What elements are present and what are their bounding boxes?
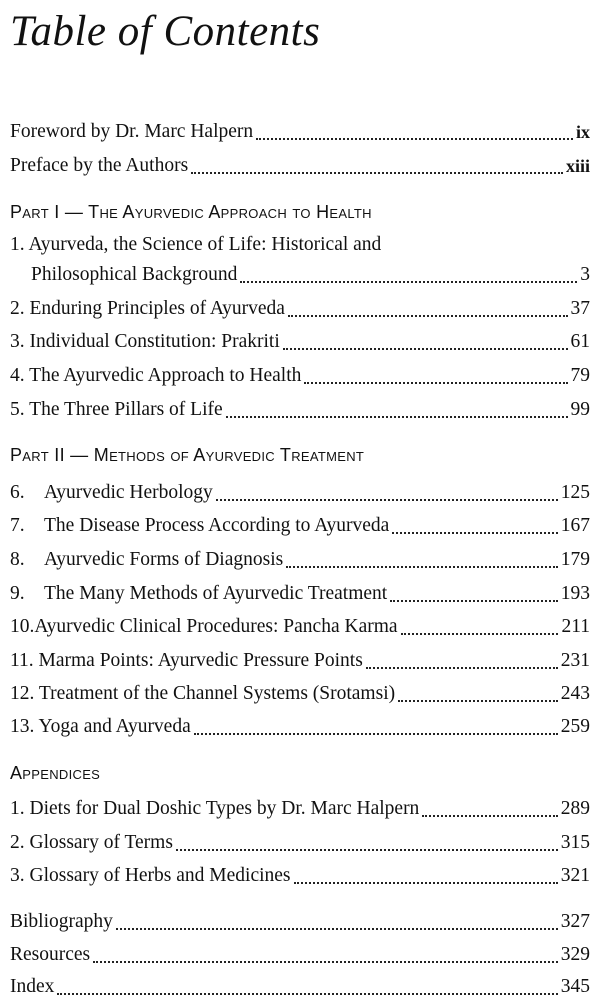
- entry-page: 179: [560, 549, 590, 570]
- dot-leader: [422, 793, 557, 817]
- entry-page: 321: [560, 865, 590, 886]
- entry-page: 329: [560, 944, 590, 965]
- toc-entry-ch6: [10, 478, 590, 506]
- entry-page: 167: [560, 515, 590, 536]
- entry-page: 61: [570, 331, 590, 352]
- dot-leader: [240, 259, 577, 283]
- entry-number: 2.: [10, 832, 25, 853]
- dot-leader: [256, 116, 573, 140]
- toc-entry-ch13: [10, 712, 590, 740]
- toc-entry-ch11: [10, 646, 590, 674]
- toc-entry-ch8: [10, 545, 590, 573]
- dot-leader: [392, 510, 557, 534]
- entry-title: Diets for Dual Doshic Types by Dr. Marc Halpern: [29, 798, 420, 819]
- dot-leader: [116, 906, 558, 930]
- page-title: Table of Contents: [10, 8, 321, 55]
- toc-entry-ch12: [10, 679, 590, 707]
- entry-page: 289: [560, 798, 590, 819]
- toc-entry-resources: [10, 940, 590, 968]
- entry-title: Individual Constitution: Prakriti: [29, 331, 280, 352]
- entry-page: 259: [560, 716, 590, 737]
- entry-page: 315: [560, 832, 590, 853]
- toc-entry-ch10: [10, 612, 590, 640]
- dot-leader: [401, 611, 559, 635]
- toc-entry-ch2: [10, 294, 590, 322]
- entry-title: Enduring Principles of Ayurveda: [29, 298, 285, 319]
- entry-page: 345: [560, 976, 590, 997]
- entry-number: 1.: [10, 798, 25, 819]
- entry-title: Glossary of Herbs and Medicines: [29, 865, 291, 886]
- entry-number: 13.: [10, 716, 35, 737]
- dot-leader: [288, 293, 568, 317]
- entry-page: 231: [560, 650, 590, 671]
- entry-page: 193: [560, 583, 590, 604]
- dot-leader: [366, 645, 558, 669]
- entry-title: Resources: [10, 944, 91, 965]
- part-2-heading: Part II — Methods of Ayurvedic Treatment: [10, 445, 365, 465]
- toc-entry-appendix-1: [10, 794, 590, 822]
- entry-number: 1.: [10, 234, 25, 255]
- appendices-heading: Appendices: [10, 763, 101, 783]
- entry-title: Preface by the Authors: [10, 155, 189, 176]
- entry-number: 6.: [10, 482, 25, 503]
- entry-page: ix: [575, 122, 590, 142]
- entry-number: 2.: [10, 298, 25, 319]
- entry-number: 4.: [10, 365, 25, 386]
- entry-title: Foreword by Dr. Marc Halpern: [10, 121, 254, 142]
- toc-entry-index: [10, 972, 590, 1000]
- entry-page: 37: [570, 298, 590, 319]
- dot-leader: [57, 971, 557, 995]
- dot-leader: [398, 678, 558, 702]
- entry-page: 125: [560, 482, 590, 503]
- entry-number: 10.: [10, 616, 35, 637]
- dot-leader: [304, 360, 567, 384]
- dot-leader: [216, 477, 558, 501]
- entry-number: 8.: [10, 549, 25, 570]
- entry-number: 7.: [10, 515, 25, 536]
- entry-title: The Ayurvedic Approach to Health: [29, 365, 302, 386]
- toc-entry-ch9: [10, 579, 590, 607]
- toc-entry-ch4: [10, 361, 590, 389]
- entry-title: Ayurvedic Herbology: [44, 482, 213, 503]
- entry-title: The Three Pillars of Life: [29, 399, 223, 420]
- dot-leader: [194, 711, 558, 735]
- toc-entry-ch1-line1: [10, 232, 381, 260]
- toc-entry-ch3: [10, 327, 590, 355]
- entry-number: 3.: [10, 331, 25, 352]
- entry-page: xiii: [565, 156, 590, 176]
- entry-title: Treatment of the Channel Systems (Srotamsi): [38, 683, 396, 704]
- entry-number: 3.: [10, 865, 25, 886]
- toc-entry-ch1: [31, 260, 590, 288]
- entry-title: The Disease Process According to Ayurveda: [44, 515, 390, 536]
- dot-leader: [226, 394, 568, 418]
- entry-page: 99: [570, 399, 590, 420]
- entry-number: 9.: [10, 583, 25, 604]
- toc-entry-foreword: [10, 117, 590, 145]
- entry-title: Philosophical Background: [31, 264, 238, 285]
- toc-entry-appendix-2: [10, 828, 590, 856]
- entry-page: 327: [560, 911, 590, 932]
- entry-title: Marma Points: Ayurvedic Pressure Points: [38, 650, 363, 671]
- entry-title-line1: Ayurveda, the Science of Life: Historical and: [28, 234, 382, 255]
- toc-entry-preface: [10, 151, 590, 179]
- entry-page: 243: [560, 683, 590, 704]
- entry-title: Ayurvedic Forms of Diagnosis: [44, 549, 284, 570]
- toc-entry-bibliography: [10, 907, 590, 935]
- dot-leader: [191, 150, 563, 174]
- dot-leader: [283, 326, 568, 350]
- entry-page: 79: [570, 365, 590, 386]
- dot-leader: [176, 827, 558, 851]
- entry-page: 211: [561, 616, 590, 637]
- toc-entry-ch7: [10, 511, 590, 539]
- dot-leader: [286, 544, 558, 568]
- entry-title: Bibliography: [10, 911, 113, 932]
- entry-title: Index: [10, 976, 55, 997]
- entry-page: 3: [580, 264, 590, 285]
- dot-leader: [93, 939, 558, 963]
- part-1-heading: Part I — The Ayurvedic Approach to Health: [10, 202, 372, 222]
- dot-leader: [390, 578, 558, 602]
- entry-number: 12.: [10, 683, 35, 704]
- entry-number: 5.: [10, 399, 25, 420]
- entry-title: Glossary of Terms: [29, 832, 173, 853]
- toc-entry-appendix-3: [10, 861, 590, 889]
- dot-leader: [294, 860, 558, 884]
- entry-title: Yoga and Ayurveda: [38, 716, 191, 737]
- entry-number: 11.: [10, 650, 34, 671]
- toc-entry-ch5: [10, 395, 590, 423]
- entry-title: Ayurvedic Clinical Procedures: Pancha Karma: [34, 616, 398, 637]
- entry-title: The Many Methods of Ayurvedic Treatment: [44, 583, 388, 604]
